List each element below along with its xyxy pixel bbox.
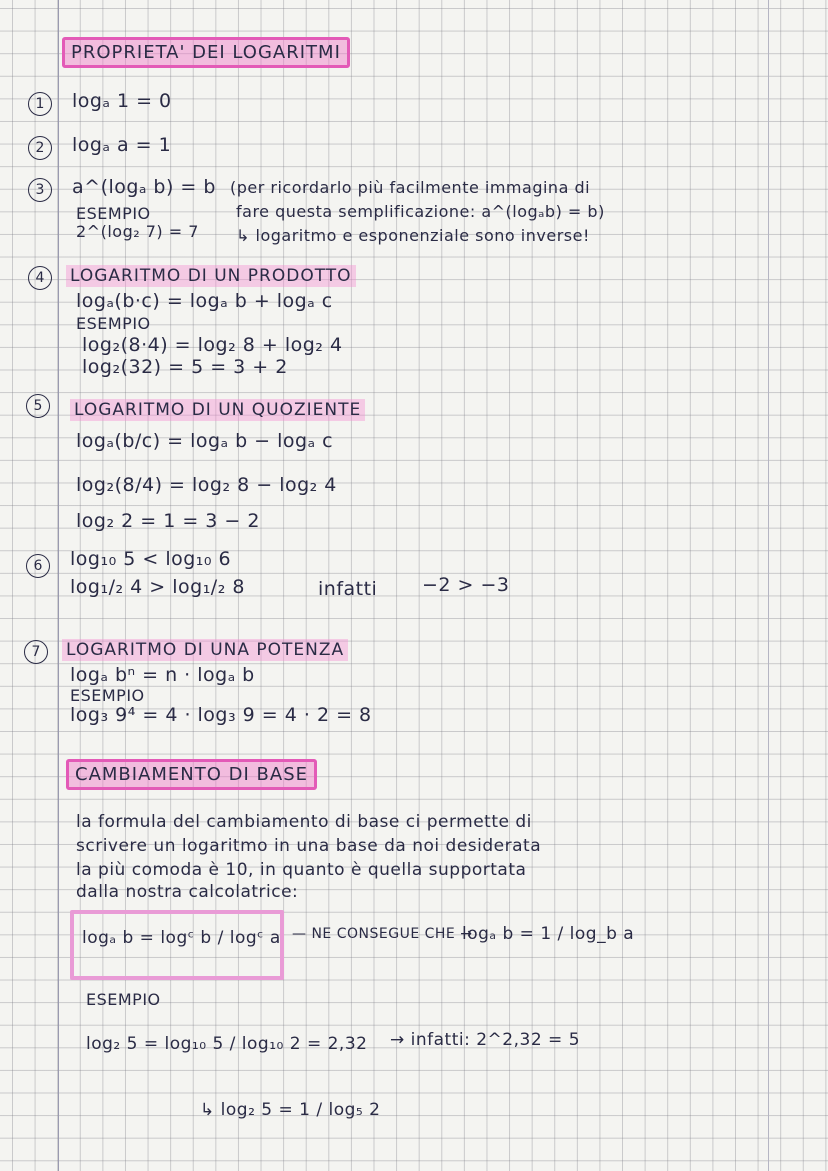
property-7: logₐ bⁿ = n · logₐ b: [70, 664, 255, 686]
example-base-note: → infatti: 2^2,32 = 5: [390, 1030, 581, 1050]
item-number-5: 5: [26, 394, 50, 418]
item-number-7: 7: [24, 640, 48, 664]
property-6b: log₁/₂ 4 > log₁/₂ 8: [70, 576, 245, 598]
item-number-3: 3: [28, 178, 52, 202]
heading-potenza: LOGARITMO DI UNA POTENZA: [62, 640, 348, 660]
corollary-formula: logₐ b = 1 / log_b a: [462, 924, 635, 944]
change-of-base-formula: logₐ b = logᶜ b / logᶜ a: [82, 928, 281, 948]
item-number-2: 2: [28, 136, 52, 160]
heading-prodotto: LOGARITMO DI UN PRODOTTO: [66, 266, 356, 286]
heading-quoziente: LOGARITMO DI UN QUOZIENTE: [70, 400, 365, 420]
comparison: −2 > −3: [422, 574, 510, 596]
example-7: log₃ 9⁴ = 4 · log₃ 9 = 4 · 2 = 8: [70, 704, 372, 726]
item-number-1: 1: [28, 92, 52, 116]
property-3: a^(logₐ b) = b: [72, 176, 216, 198]
example-label-4: ESEMPIO: [76, 314, 151, 333]
property-5: logₐ(b/c) = logₐ b − logₐ c: [76, 430, 334, 452]
example-label-base: ESEMPIO: [86, 990, 161, 1009]
note-line-2: fare questa semplificazione: a^(logₐb) = b): [236, 202, 605, 221]
example-label-7: ESEMPIO: [70, 686, 145, 705]
heading-cambiamento-base: CAMBIAMENTO DI BASE: [66, 764, 317, 785]
property-1: logₐ 1 = 0: [72, 90, 172, 112]
paragraph-line-1: la formula del cambiamento di base ci permette di: [76, 812, 532, 832]
example-5a: log₂(8/4) = log₂ 8 − log₂ 4: [76, 474, 337, 496]
property-6a: log₁₀ 5 < log₁₀ 6: [70, 548, 232, 570]
example-4a: log₂(8·4) = log₂ 8 + log₂ 4: [82, 334, 343, 356]
notebook-right-line: [768, 0, 769, 1171]
page-title: PROPRIETA' DEI LOGARITMI: [62, 42, 350, 63]
example-3: 2^(log₂ 7) = 7: [76, 222, 199, 241]
paragraph-line-4: dalla nostra calcolatrice:: [76, 882, 299, 902]
note-line-1: (per ricordarlo più facilmente immagina di: [230, 178, 591, 197]
note-line-3: ↳ logaritmo e esponenziale sono inverse!: [236, 226, 590, 245]
item-number-4: 4: [28, 266, 52, 290]
infatti-label: infatti: [318, 578, 378, 600]
property-4: logₐ(b·c) = logₐ b + logₐ c: [76, 290, 333, 312]
example-4b: log₂(32) = 5 = 3 + 2: [82, 356, 288, 378]
property-2: logₐ a = 1: [72, 134, 172, 156]
paragraph-line-3: la più comoda è 10, in quanto è quella supportata: [76, 860, 527, 880]
example-label-3: ESEMPIO: [76, 204, 151, 223]
notebook-margin-line: [58, 0, 59, 1171]
consegue-label: — NE CONSEGUE CHE →: [292, 926, 473, 942]
item-number-6: 6: [26, 554, 50, 578]
example-base-2: ↳ log₂ 5 = 1 / log₅ 2: [200, 1100, 381, 1120]
example-base-1: log₂ 5 = log₁₀ 5 / log₁₀ 2 = 2,32: [86, 1034, 368, 1054]
paragraph-line-2: scrivere un logaritmo in una base da noi desiderata: [76, 836, 542, 856]
example-5b: log₂ 2 = 1 = 3 − 2: [76, 510, 260, 532]
